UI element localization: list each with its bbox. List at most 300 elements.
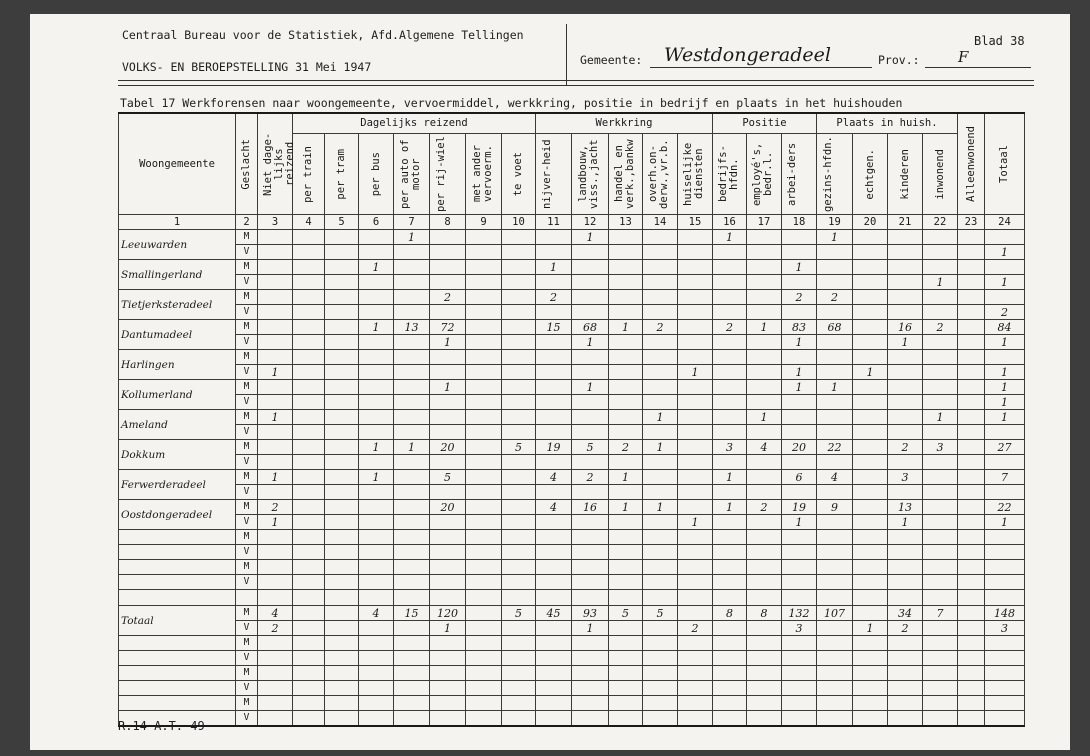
value-cell (985, 530, 1025, 545)
value-cell (359, 681, 394, 696)
spacer-cell (119, 590, 236, 606)
value-cell: 1 (572, 230, 609, 245)
value-cell: 1 (782, 260, 817, 275)
value-cell (923, 651, 958, 666)
value-cell (923, 666, 958, 681)
value-cell (572, 365, 609, 380)
value-cell (430, 275, 466, 290)
table-title: Tabel 17 Werkforensen naar woongemeente, vervoermiddel, werkkring, positie in bedrijf en plaats in het huishouden (120, 96, 903, 110)
value-cell (609, 365, 643, 380)
value-cell (888, 545, 923, 560)
value-cell (853, 275, 888, 290)
value-cell (643, 245, 678, 260)
geslacht-cell: M (236, 440, 258, 455)
geslacht-cell: V (236, 395, 258, 410)
value-cell (466, 245, 502, 260)
value-cell (958, 410, 985, 425)
value-cell (747, 515, 782, 530)
value-cell (958, 560, 985, 575)
value-cell: 68 (572, 320, 609, 335)
value-cell (747, 621, 782, 636)
value-cell (643, 365, 678, 380)
geslacht-cell: M (236, 666, 258, 681)
table-row (119, 485, 1025, 500)
value-cell (572, 515, 609, 530)
col-huiselijke-diensten: huiselijke diensten (678, 134, 713, 215)
value-cell: 3 (888, 470, 923, 485)
value-cell (923, 575, 958, 590)
value-cell (958, 290, 985, 305)
value-cell (258, 696, 293, 711)
value-cell (888, 636, 923, 651)
value-cell (394, 515, 430, 530)
value-cell (609, 485, 643, 500)
value-cell (430, 681, 466, 696)
agency-title: Centraal Bureau voor de Statistiek, Afd.Algemene Tellingen (122, 28, 524, 42)
column-number: 6 (359, 215, 394, 230)
value-cell (817, 275, 853, 290)
value-cell (678, 636, 713, 651)
geslacht-cell: V (236, 651, 258, 666)
value-cell (258, 560, 293, 575)
value-cell: 1 (817, 230, 853, 245)
value-cell (782, 395, 817, 410)
value-cell (394, 425, 430, 440)
value-cell (293, 365, 325, 380)
geslacht-cell: M (236, 320, 258, 335)
value-cell (325, 440, 359, 455)
value-cell (502, 470, 536, 485)
value-cell (817, 485, 853, 500)
spacer-cell (713, 590, 747, 606)
value-cell (985, 681, 1025, 696)
value-cell (258, 260, 293, 275)
value-cell: 4 (747, 440, 782, 455)
value-cell (747, 470, 782, 485)
value-cell (359, 636, 394, 651)
value-cell (853, 410, 888, 425)
value-cell (853, 560, 888, 575)
value-cell (609, 230, 643, 245)
value-cell (678, 410, 713, 425)
col-gezinshoofden: gezins-hfdn. (817, 134, 853, 215)
value-cell (817, 666, 853, 681)
value-cell: 1 (430, 335, 466, 350)
value-cell (888, 290, 923, 305)
value-cell (888, 365, 923, 380)
value-cell: 1 (888, 515, 923, 530)
geslacht-cell: V (236, 711, 258, 726)
value-cell (258, 335, 293, 350)
value-cell: 1 (258, 365, 293, 380)
empty-row (119, 636, 1025, 651)
value-cell: 3 (985, 621, 1025, 636)
table-row (119, 470, 1025, 485)
geslacht-cell: M (236, 380, 258, 395)
value-cell (985, 455, 1025, 470)
geslacht-cell: M (236, 260, 258, 275)
geslacht-cell: V (236, 455, 258, 470)
value-cell (394, 530, 430, 545)
value-cell (394, 335, 430, 350)
column-number: 5 (325, 215, 359, 230)
col-inwonend: inwonend (923, 134, 958, 215)
value-cell: 1 (536, 260, 572, 275)
value-cell: 8 (747, 606, 782, 621)
value-cell (985, 575, 1025, 590)
value-cell (502, 696, 536, 711)
value-cell (359, 365, 394, 380)
value-cell (466, 681, 502, 696)
value-cell: 1 (853, 621, 888, 636)
value-cell (502, 500, 536, 515)
column-number: 15 (678, 215, 713, 230)
woongemeente-name: Smallingerland (119, 260, 236, 290)
value-cell (359, 530, 394, 545)
value-cell (713, 696, 747, 711)
value-cell (325, 275, 359, 290)
col-per-train: per train (293, 134, 325, 215)
value-cell (817, 575, 853, 590)
value-cell (782, 651, 817, 666)
value-cell (466, 410, 502, 425)
value-cell (502, 711, 536, 726)
value-cell (853, 636, 888, 651)
column-number: 12 (572, 215, 609, 230)
spacer-cell (359, 590, 394, 606)
value-cell (293, 530, 325, 545)
value-cell (293, 425, 325, 440)
spacer-cell (817, 590, 853, 606)
value-cell (430, 696, 466, 711)
value-cell (958, 530, 985, 545)
value-cell: 1 (572, 621, 609, 636)
value-cell (958, 651, 985, 666)
value-cell (572, 485, 609, 500)
value-cell (713, 260, 747, 275)
value-cell: 20 (782, 440, 817, 455)
value-cell (678, 425, 713, 440)
table-row (119, 410, 1025, 425)
value-cell (678, 696, 713, 711)
value-cell (782, 545, 817, 560)
value-cell (713, 681, 747, 696)
value-cell (293, 245, 325, 260)
value-cell (609, 711, 643, 726)
value-cell (430, 425, 466, 440)
table-row (119, 350, 1025, 365)
value-cell: 1 (985, 335, 1025, 350)
geslacht-cell: V (236, 245, 258, 260)
value-cell (293, 275, 325, 290)
value-cell (782, 530, 817, 545)
value-cell (958, 575, 985, 590)
value-cell (713, 575, 747, 590)
value-cell (888, 425, 923, 440)
value-cell (923, 711, 958, 726)
table-row (119, 515, 1025, 530)
table-row (119, 275, 1025, 290)
value-cell (572, 666, 609, 681)
value-cell (609, 350, 643, 365)
value-cell (923, 681, 958, 696)
value-cell (325, 696, 359, 711)
value-cell (536, 275, 572, 290)
value-cell (713, 530, 747, 545)
value-cell (713, 380, 747, 395)
value-cell (747, 636, 782, 651)
woongemeente-name: Harlingen (119, 350, 236, 380)
value-cell (502, 395, 536, 410)
value-cell (958, 681, 985, 696)
value-cell (747, 651, 782, 666)
spacer-cell (923, 590, 958, 606)
value-cell (359, 305, 394, 320)
col-woongemeente: Woongemeente (119, 113, 236, 215)
value-cell (678, 575, 713, 590)
column-number: 1 (119, 215, 236, 230)
value-cell (258, 530, 293, 545)
table-row (119, 290, 1025, 305)
value-cell (466, 651, 502, 666)
value-cell (394, 636, 430, 651)
value-cell (817, 425, 853, 440)
value-cell (258, 230, 293, 245)
spacer-cell (430, 590, 466, 606)
value-cell (958, 666, 985, 681)
value-cell (258, 245, 293, 260)
totaal-row (119, 606, 1025, 621)
value-cell: 2 (817, 290, 853, 305)
value-cell: 34 (888, 606, 923, 621)
value-cell (258, 305, 293, 320)
value-cell (359, 230, 394, 245)
value-cell (572, 260, 609, 275)
value-cell (466, 666, 502, 681)
value-cell (394, 485, 430, 500)
value-cell (923, 335, 958, 350)
value-cell (713, 275, 747, 290)
value-cell (258, 485, 293, 500)
value-cell (466, 260, 502, 275)
value-cell (536, 530, 572, 545)
value-cell (293, 696, 325, 711)
value-cell (985, 260, 1025, 275)
value-cell (536, 305, 572, 320)
value-cell (643, 470, 678, 485)
col-echtgenoten: echtgen. (853, 134, 888, 215)
value-cell: 2 (678, 621, 713, 636)
value-cell (609, 455, 643, 470)
value-cell (985, 545, 1025, 560)
value-cell (643, 696, 678, 711)
value-cell: 15 (394, 606, 430, 621)
col-handel: handel en verk.,bankw (609, 134, 643, 215)
empty-row (119, 545, 1025, 560)
value-cell: 45 (536, 606, 572, 621)
value-cell (782, 245, 817, 260)
value-cell (258, 455, 293, 470)
value-cell (325, 455, 359, 470)
value-cell (853, 350, 888, 365)
value-cell (782, 275, 817, 290)
value-cell (678, 651, 713, 666)
value-cell: 7 (923, 606, 958, 621)
value-cell (713, 335, 747, 350)
value-cell (678, 530, 713, 545)
value-cell: 2 (258, 500, 293, 515)
gemeente-value: Westdongeradeel (664, 44, 831, 66)
value-cell (747, 455, 782, 470)
value-cell (713, 711, 747, 726)
value-cell (536, 621, 572, 636)
value-cell (536, 365, 572, 380)
value-cell (359, 621, 394, 636)
value-cell (713, 636, 747, 651)
value-cell (394, 455, 430, 470)
value-cell (923, 530, 958, 545)
value-cell: 84 (985, 320, 1025, 335)
value-cell (782, 350, 817, 365)
geslacht-cell: V (236, 365, 258, 380)
value-cell (817, 365, 853, 380)
value-cell (958, 440, 985, 455)
value-cell (325, 230, 359, 245)
value-cell: 1 (888, 335, 923, 350)
value-cell (609, 696, 643, 711)
value-cell: 22 (985, 500, 1025, 515)
value-cell (713, 651, 747, 666)
value-cell (747, 696, 782, 711)
value-cell (293, 260, 325, 275)
geslacht-cell: V (236, 681, 258, 696)
value-cell: 132 (782, 606, 817, 621)
value-cell (258, 440, 293, 455)
value-cell (258, 320, 293, 335)
value-cell (325, 380, 359, 395)
value-cell (713, 515, 747, 530)
value-cell: 2 (888, 440, 923, 455)
empty-row (119, 560, 1025, 575)
value-cell (643, 260, 678, 275)
value-cell (817, 696, 853, 711)
value-cell (466, 515, 502, 530)
value-cell (817, 530, 853, 545)
werkforensen-table (118, 112, 1025, 727)
value-cell (609, 560, 643, 575)
value-cell: 19 (536, 440, 572, 455)
value-cell (466, 696, 502, 711)
value-cell (536, 666, 572, 681)
value-cell: 1 (923, 410, 958, 425)
value-cell (747, 380, 782, 395)
value-cell (536, 681, 572, 696)
value-cell (502, 335, 536, 350)
census-title: VOLKS- EN BEROEPSTELLING 31 Mei 1947 (122, 60, 372, 74)
value-cell (817, 651, 853, 666)
column-number: 7 (394, 215, 430, 230)
empty-row (119, 530, 1025, 545)
value-cell (958, 230, 985, 245)
value-cell (293, 305, 325, 320)
value-cell: 2 (985, 305, 1025, 320)
geslacht-cell: M (236, 696, 258, 711)
geslacht-cell: M (236, 606, 258, 621)
value-cell (258, 651, 293, 666)
value-cell (325, 621, 359, 636)
value-cell (782, 230, 817, 245)
value-cell (853, 290, 888, 305)
col-per-rijwiel: per rij-wiel (430, 134, 466, 215)
geslacht-cell: V (236, 305, 258, 320)
value-cell (325, 666, 359, 681)
geslacht-cell: M (236, 410, 258, 425)
col-arbeiders: arbei-ders (782, 134, 817, 215)
value-cell (985, 425, 1025, 440)
value-cell (430, 485, 466, 500)
value-cell (747, 666, 782, 681)
column-number: 24 (985, 215, 1025, 230)
col-niet-dagelijks: Niet dage-lijks reizend (258, 113, 293, 215)
geslacht-cell: M (236, 230, 258, 245)
value-cell (466, 485, 502, 500)
value-cell (466, 305, 502, 320)
value-cell (466, 440, 502, 455)
value-cell (536, 575, 572, 590)
value-cell (359, 485, 394, 500)
value-cell (536, 395, 572, 410)
value-cell (853, 380, 888, 395)
value-cell (502, 545, 536, 560)
value-cell (466, 636, 502, 651)
value-cell: 1 (359, 260, 394, 275)
value-cell: 93 (572, 606, 609, 621)
value-cell (536, 696, 572, 711)
value-cell (325, 245, 359, 260)
value-cell (923, 260, 958, 275)
value-cell (643, 560, 678, 575)
value-cell (430, 410, 466, 425)
value-cell (923, 500, 958, 515)
value-cell: 120 (430, 606, 466, 621)
value-cell: 1 (258, 410, 293, 425)
value-cell (325, 530, 359, 545)
value-cell (817, 621, 853, 636)
value-cell (293, 335, 325, 350)
value-cell: 9 (817, 500, 853, 515)
value-cell (958, 455, 985, 470)
value-cell (325, 681, 359, 696)
value-cell: 2 (888, 621, 923, 636)
value-cell (258, 545, 293, 560)
value-cell (817, 515, 853, 530)
value-cell (609, 260, 643, 275)
value-cell (536, 425, 572, 440)
value-cell (782, 485, 817, 500)
value-cell: 13 (394, 320, 430, 335)
empty-name-cell (119, 636, 236, 651)
spacer-cell (643, 590, 678, 606)
value-cell (853, 711, 888, 726)
value-cell: 5 (572, 440, 609, 455)
value-cell (747, 305, 782, 320)
value-cell (502, 275, 536, 290)
value-cell (678, 395, 713, 410)
value-cell: 1 (643, 500, 678, 515)
value-cell: 83 (782, 320, 817, 335)
value-cell (430, 666, 466, 681)
value-cell (609, 681, 643, 696)
